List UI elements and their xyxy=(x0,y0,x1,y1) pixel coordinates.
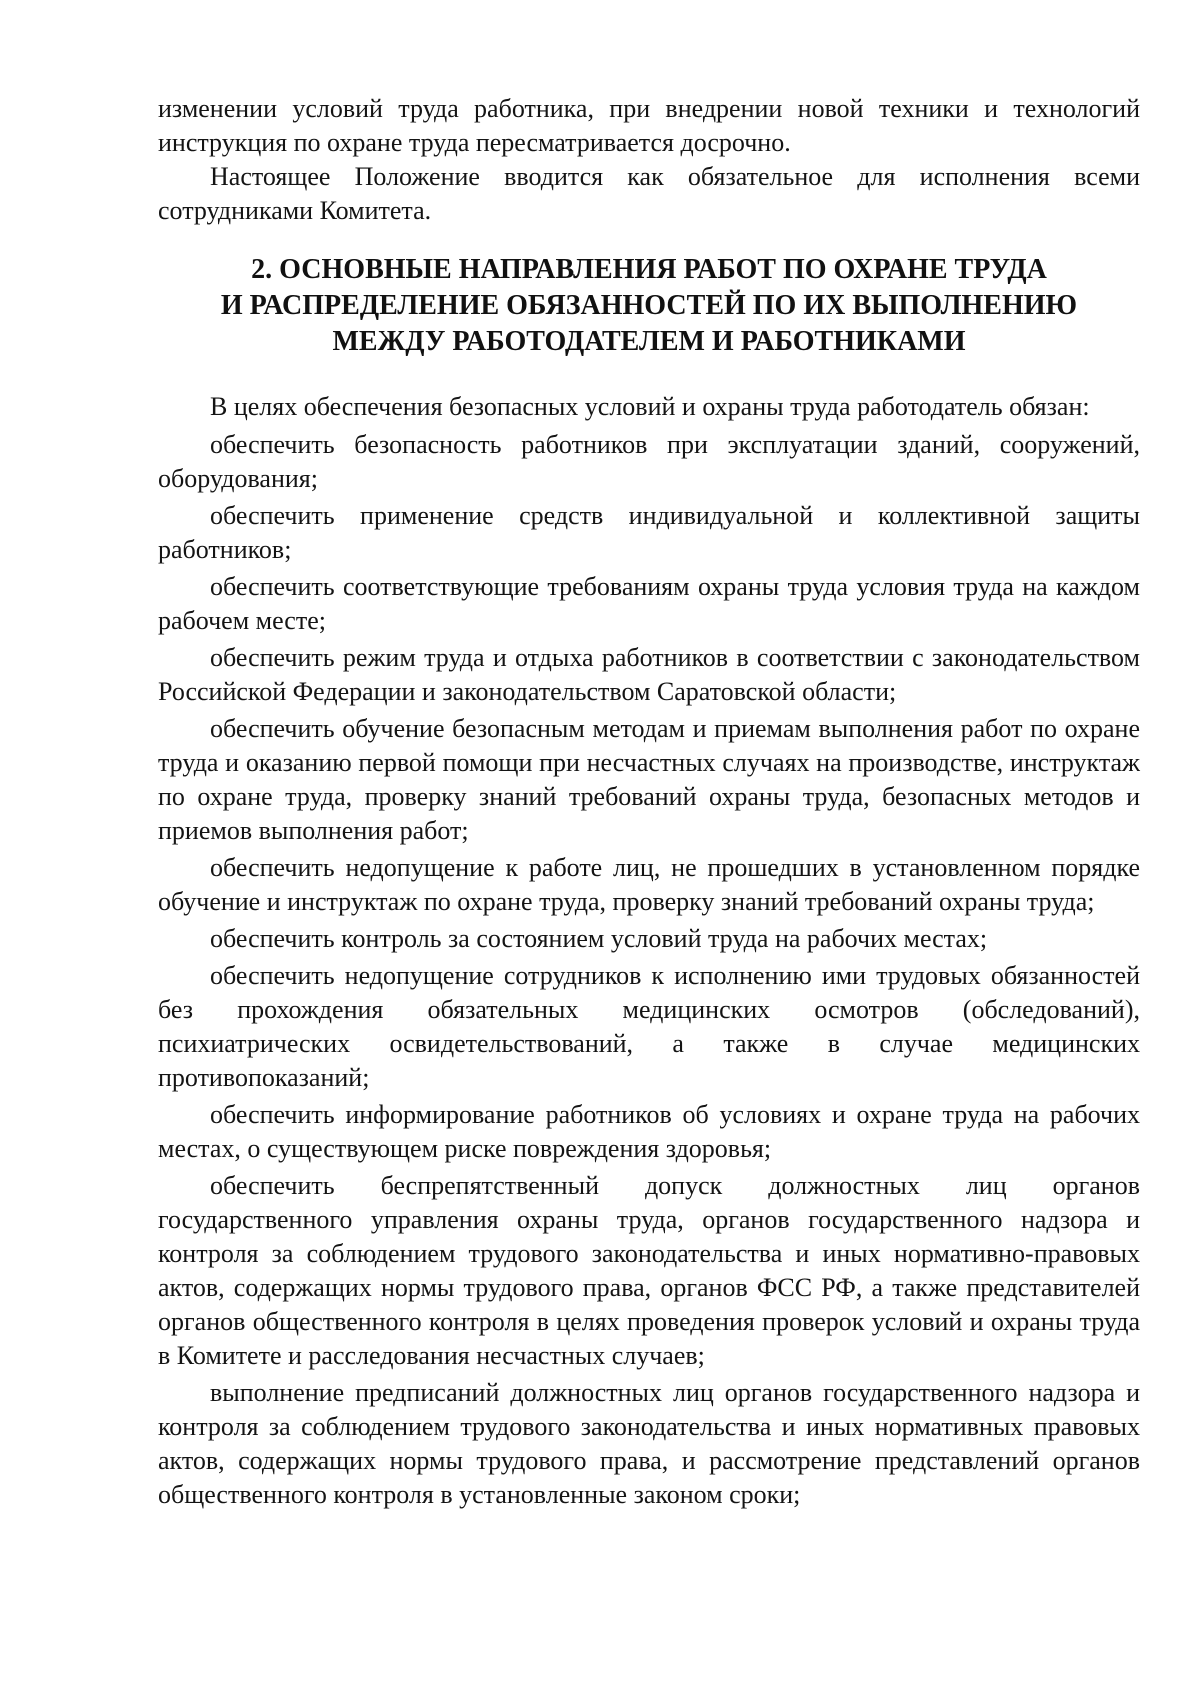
section-heading xyxy=(158,252,1140,360)
obligation-item: обеспечить обучение безопасным методам и приемам выполнения работ по охране труда и оказанию первой помощи при несчастных случаях на производстве, инструктаж по охране труда, проверку знаний требований охраны труда, безопасных методов и приемов выполнения работ; xyxy=(158,714,1140,845)
obligation-item: обеспечить соответствующие требованиям охраны труда условия труда на каждом рабочем месте; xyxy=(158,572,1140,635)
obligation-item: обеспечить применение средств индивидуальной и коллективной защиты работников; xyxy=(158,501,1140,564)
obligation-item: обеспечить безопасность работников при эксплуатации зданий, сооружений, оборудования; xyxy=(158,430,1140,493)
section-heading-line-1: 2. ОСНОВНЫЕ НАПРАВЛЕНИЯ РАБОТ ПО ОХРАНЕ ТРУДА xyxy=(251,254,1047,285)
intro-block xyxy=(158,92,1140,228)
section-body xyxy=(158,390,1140,1515)
section-heading-line-3: МЕЖДУ РАБОТОДАТЕЛЕМ И РАБОТНИКАМИ xyxy=(332,326,966,357)
intro-paragraph-obligation: Настоящее Положение вводится как обязательное для исполнения всеми сотрудниками Комитета. xyxy=(158,162,1140,225)
intro-paragraph-continuation: изменении условий труда работника, при внедрении новой техники и технологий инструкция по охране труда пересматривается досрочно. xyxy=(158,94,1140,157)
obligation-item: обеспечить недопущение сотрудников к исполнению ими трудовых обязанностей без прохождения обязательных медицинских осмотров (обследований), психиатрических освидетельствований, а также в случае медицинских противопоказаний; xyxy=(158,961,1140,1092)
obligation-item: обеспечить информирование работников об условиях и охране труда на рабочих местах, о существующем риске повреждения здоровья; xyxy=(158,1100,1140,1163)
obligation-item: обеспечить режим труда и отдыха работников в соответствии с законодательством Российской Федерации и законодательством Саратовской области; xyxy=(158,643,1140,706)
obligation-item: обеспечить недопущение к работе лиц, не прошедших в установленном порядке обучение и инструктаж по охране труда, проверку знаний требований охраны труда; xyxy=(158,853,1140,916)
section-lead-paragraph: В целях обеспечения безопасных условий и охраны труда работодатель обязан: xyxy=(210,392,1090,421)
obligation-item: обеспечить контроль за состоянием условий труда на рабочих местах; xyxy=(210,924,988,953)
section-heading-line-2: И РАСПРЕДЕЛЕНИЕ ОБЯЗАННОСТЕЙ ПО ИХ ВЫПОЛНЕНИЮ xyxy=(220,290,1078,321)
obligation-item: выполнение предписаний должностных лиц органов государственного надзора и контроля за соблюдением трудового законодательства и иных нормативных правовых актов, содержащих нормы трудового права, и рассмотрение представлений органов общественного контроля в установленные законом сроки; xyxy=(158,1378,1140,1509)
obligation-item: обеспечить беспрепятственный допуск должностных лиц органов государственного управления охраны труда, органов государственного надзора и контроля за соблюдением трудового законодательства и иных нормативно-правовых актов, содержащих нормы трудового права, органов ФСС РФ, а также представителей органов общественного контроля в целях проведения проверок условий и охраны труда в Комитете и расследования несчастных случаев; xyxy=(158,1171,1140,1370)
